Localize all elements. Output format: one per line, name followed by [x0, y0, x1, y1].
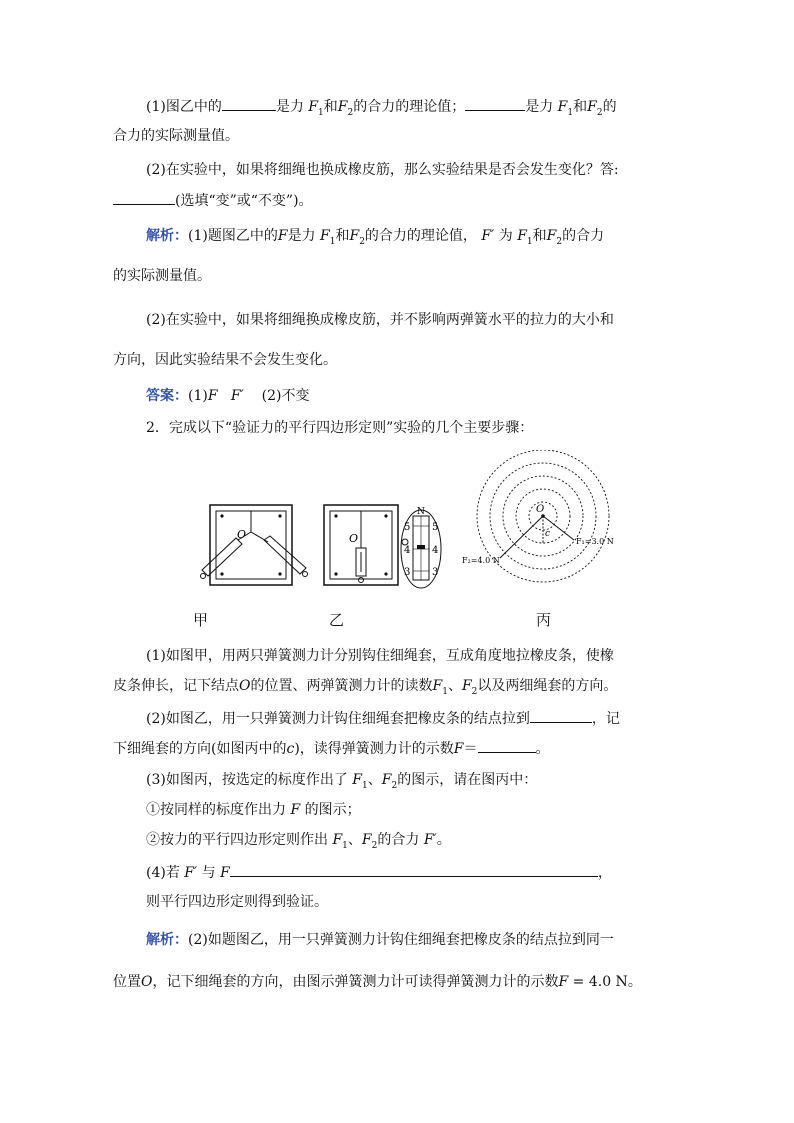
label-o-jia: O — [237, 528, 247, 541]
scale-tick-3: 3 — [404, 567, 411, 578]
scale-unit: N — [417, 507, 425, 517]
q2-step-3-1: ①按同样的标度作出力 F 的图示； — [146, 802, 361, 818]
experiment-figures — [0, 450, 794, 620]
q2-step-1a: (1)如图甲，用两只弹簧测力计分别钩住细绳套，互成角度地拉橡皮条，使橡 — [146, 648, 614, 664]
answer-blank[interactable] — [222, 96, 276, 111]
label-f2: F₂=4.0 N — [462, 556, 500, 565]
scale-tick-4: 4 — [404, 545, 411, 556]
label-o-yi: O — [349, 532, 359, 545]
q2-step-4b: 则平行四边形定则得到验证。 — [146, 894, 328, 910]
q1-line-1: (1)图乙中的 是力 $F_1$和$F_2$的合力的理论值； 是力 $F_1$和$F_2$的 — [146, 96, 617, 123]
force-vectors — [500, 516, 574, 558]
q1-line-4: (选填“变”或“不变”)。 — [113, 190, 313, 211]
q2-step-4: (4)若 F′ 与 F ， — [146, 862, 612, 883]
q2-step-2a: (2)如图乙，用一只弹簧测力计钩住细绳套把橡皮条的结点拉到 ，记 — [146, 708, 620, 729]
q2-step-3: (3)如图丙，按选定的标度作出了 $F_1$、$F_2$的图示，请在图丙中： — [146, 772, 538, 791]
q1-solution-line-4: 方向，因此实验结果不会发生变化。 — [113, 352, 337, 368]
scale-tick-5-right: 5 — [432, 522, 439, 533]
q1-answer: 答案：(1)F F′ (2)不变 — [146, 388, 310, 404]
answer-blank[interactable] — [465, 96, 525, 111]
answer-blank[interactable] — [230, 862, 598, 877]
label-o-bing: O — [536, 504, 545, 515]
answer-blank[interactable] — [530, 708, 592, 723]
q2-step-3-2: ②按力的平行四边形定则作出 $F_1$、$F_2$的合力 F′。 — [146, 832, 451, 851]
scale-tick-4-right: 4 — [432, 545, 439, 556]
q1-line-2: 合力的实际测量值。 — [113, 128, 239, 144]
board-jia-figure — [201, 505, 308, 585]
answer-blank[interactable] — [113, 190, 175, 205]
label-f1: F₁=3.0 N — [576, 537, 614, 546]
q1-solution-line-1: 解析：(1)题图乙中的F是力 $F_1$和$F_2$的合力的理论值， F′ 为 $F_1$和$F_2$的合力 — [146, 228, 605, 247]
q1-solution-line-2: 的实际测量值。 — [113, 268, 211, 284]
q2-title: 2．完成以下“验证力的平行四边形定则”实验的几个主要步骤： — [146, 420, 534, 436]
q2-step-2b: 下细绳套的方向(如图丙中的c)，读得弹簧测力计的示数F＝ 。 — [113, 738, 550, 759]
q2-solution-line-2: 位置O，记下细绳套的方向，由图示弹簧测力计可读得弹簧测力计的示数F = 4.0 N。 — [113, 974, 642, 990]
caption-bing: 丙 — [536, 611, 552, 629]
scale-tick-3-right: 3 — [432, 567, 439, 578]
q2-step-1b: 皮条伸长，记下结点O的位置、两弹簧测力计的读数$F_1$、$F_2$以及两细绳套的方向。 — [113, 678, 618, 697]
answer-blank[interactable] — [478, 738, 536, 753]
label-c: c — [545, 529, 551, 539]
scale-tick-5: 5 — [404, 522, 411, 533]
q2-solution-line-1: 解析：(2)如题图乙，用一只弹簧测力计钩住细绳套把橡皮条的结点拉到同一 — [146, 932, 614, 948]
board-yi-figure — [324, 505, 398, 585]
caption-jia: 甲 — [193, 611, 209, 629]
q1-line-3: (2)在实验中，如果将细绳也换成橡皮筋，那么实验结果是否会发生变化？答: — [146, 162, 619, 178]
caption-yi: 乙 — [329, 611, 345, 629]
q1-solution-line-3: (2)在实验中，如果将细绳换成橡皮筋，并不影响两弹簧水平的拉力的大小和 — [146, 312, 614, 328]
